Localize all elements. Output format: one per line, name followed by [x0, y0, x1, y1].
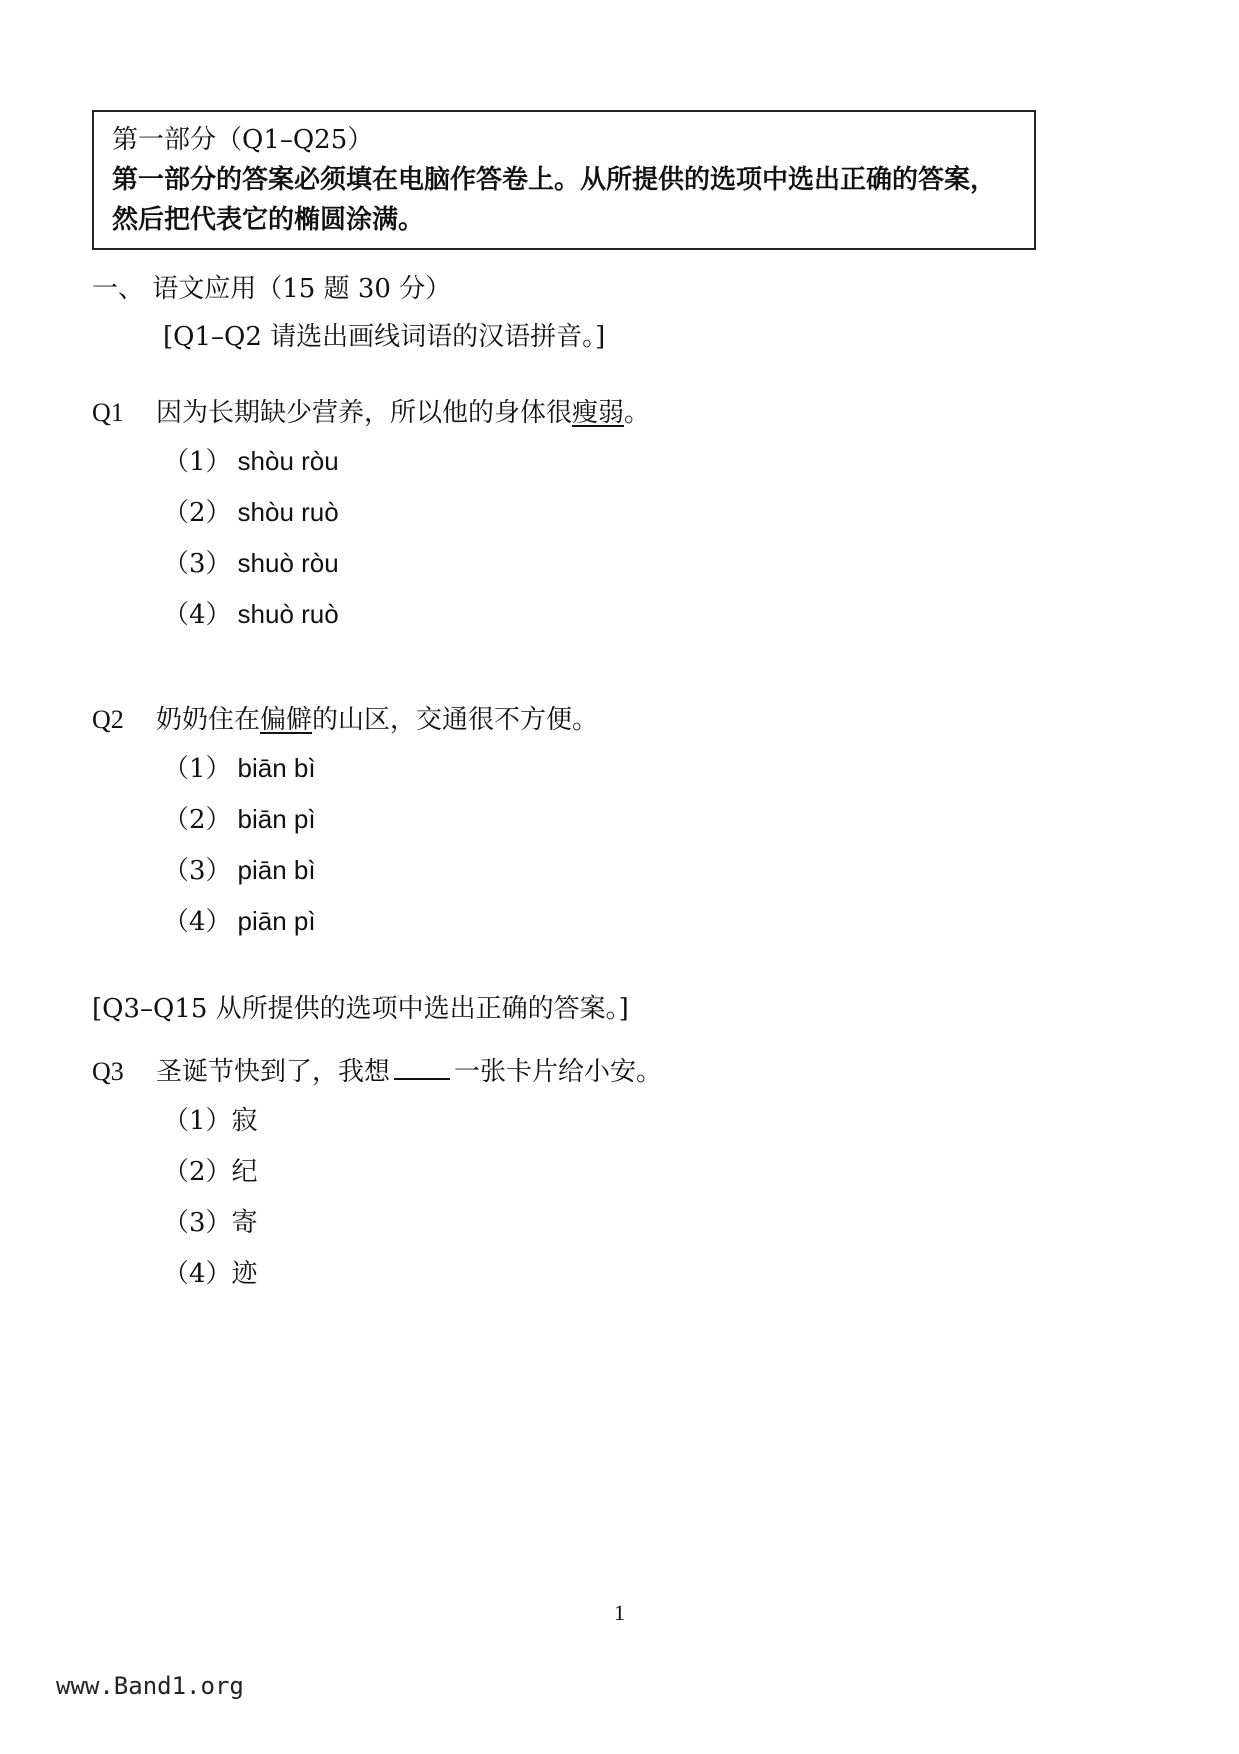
- instructions-box: [92, 110, 1036, 250]
- answer-blank: [394, 1060, 450, 1080]
- option-text: biān pì: [237, 804, 316, 834]
- page-number: 1: [614, 1600, 625, 1625]
- option-text: 寄: [231, 1208, 258, 1238]
- option-q3-4[interactable]: [163, 1257, 258, 1291]
- option-q2-2[interactable]: [163, 802, 316, 837]
- section-heading: 一、 语文应用（15 题 30 分）: [92, 274, 452, 304]
- question-number: Q1: [92, 398, 124, 427]
- option-label: （3）: [163, 1208, 232, 1238]
- option-q3-3[interactable]: [163, 1206, 258, 1240]
- sub-instruction-q3-q15: [Q3–Q15 从所提供的选项中选出正确的答案。]: [92, 994, 629, 1024]
- option-label: （4）: [163, 1259, 232, 1289]
- option-text: shuò ròu: [237, 548, 339, 578]
- option-text: shòu ròu: [237, 446, 339, 476]
- sub-instruction-q1-q2: [Q1–Q2 请选出画线词语的汉语拼音。]: [163, 322, 606, 352]
- option-label: （3）: [163, 549, 232, 579]
- option-label: （1）: [163, 1106, 232, 1136]
- option-text: 寂: [231, 1106, 258, 1136]
- question-text: 圣诞节快到了，我想: [156, 1057, 391, 1087]
- option-q1-4[interactable]: [163, 597, 339, 632]
- question-q3: [92, 1055, 662, 1089]
- option-q2-4[interactable]: [163, 904, 316, 939]
- option-label: （3）: [163, 856, 232, 886]
- option-text: 纪: [231, 1157, 258, 1187]
- option-text: shuò ruò: [237, 599, 339, 629]
- question-text-end: 一张卡片给小安。: [454, 1057, 663, 1087]
- option-label: （1）: [163, 754, 232, 784]
- question-number: Q2: [92, 705, 124, 734]
- option-q1-2[interactable]: [163, 495, 339, 530]
- question-text: 因为长期缺少营养，所以他的身体很: [156, 398, 573, 428]
- underlined-word: 偏僻: [260, 705, 313, 735]
- option-label: （1）: [163, 447, 232, 477]
- option-text: piān bì: [237, 855, 316, 885]
- option-text: shòu ruò: [237, 497, 339, 527]
- option-q3-2[interactable]: [163, 1155, 258, 1189]
- option-q2-1[interactable]: [163, 751, 316, 786]
- question-q2: [92, 703, 598, 737]
- option-label: （4）: [163, 907, 232, 937]
- option-q1-1[interactable]: [163, 444, 339, 479]
- instructions-title: 第一部分（Q1–Q25）: [112, 125, 374, 155]
- option-label: （2）: [163, 498, 232, 528]
- question-q1: [92, 396, 650, 430]
- option-text: piān pì: [237, 906, 316, 936]
- underlined-word: 瘦弱: [572, 398, 625, 428]
- footer-url: www.Band1.org: [56, 1672, 244, 1700]
- option-label: （4）: [163, 600, 232, 630]
- instructions-body: 第一部分的答案必须填在电脑作答卷上。从所提供的选项中选出正确的答案，然后把代表它的椭圆涂满。: [112, 165, 997, 235]
- option-q2-3[interactable]: [163, 853, 316, 888]
- option-label: （2）: [163, 1157, 232, 1187]
- question-text: 奶奶住在: [156, 705, 261, 735]
- option-text: biān bì: [237, 753, 316, 783]
- option-q1-3[interactable]: [163, 546, 339, 581]
- option-q3-1[interactable]: [163, 1104, 258, 1138]
- question-text-end: 的山区，交通很不方便。: [312, 705, 599, 735]
- question-text-end: 。: [624, 398, 651, 428]
- option-text: 迹: [231, 1259, 258, 1289]
- option-label: （2）: [163, 805, 232, 835]
- question-number: Q3: [92, 1057, 124, 1086]
